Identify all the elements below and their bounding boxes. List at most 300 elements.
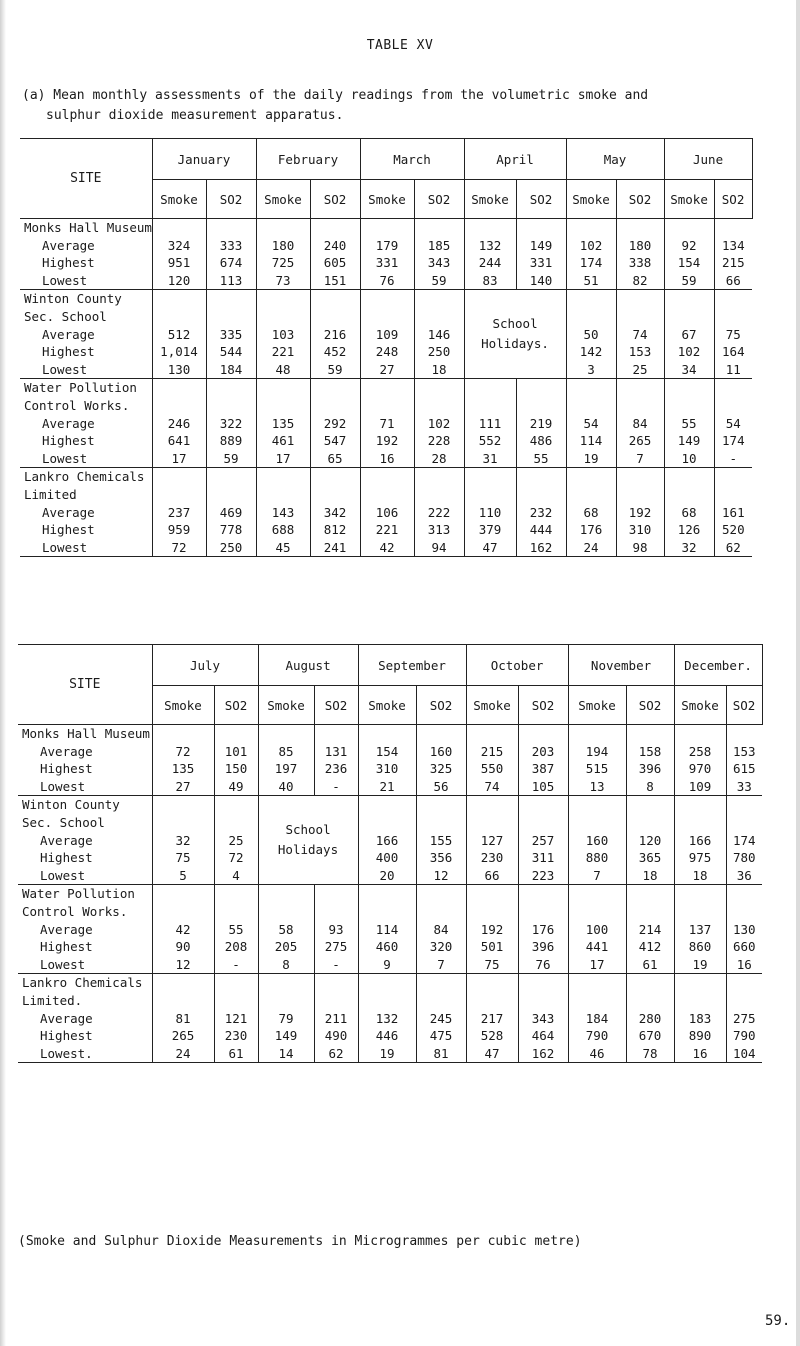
spacer	[215, 796, 258, 814]
smoke-header: Smoke	[152, 686, 214, 725]
spacer	[311, 379, 360, 397]
smoke-values-cell	[466, 796, 518, 885]
month-header: March	[360, 139, 464, 180]
row-label-average: Average	[42, 237, 95, 253]
value-lowest: 151	[323, 272, 347, 288]
value-average: 237	[167, 504, 191, 520]
smoke-values-cell	[566, 290, 616, 379]
spacer	[415, 219, 464, 237]
value-average: 322	[219, 415, 243, 431]
site-block	[18, 725, 762, 796]
spacer	[153, 379, 206, 397]
spacer	[417, 814, 466, 832]
smoke-values-cell	[258, 974, 314, 1063]
so2-header: SO2	[310, 180, 360, 219]
value-average: 120	[638, 832, 662, 848]
value-highest: 615	[733, 761, 756, 777]
value-lowest: 40	[278, 778, 294, 794]
value-highest: 205	[274, 939, 298, 955]
row-label-average: Average	[40, 832, 93, 848]
smoke-values-cell	[152, 379, 206, 468]
value-highest: 641	[167, 433, 191, 449]
spacer	[465, 468, 516, 486]
table-title: TABLE XV	[366, 38, 434, 53]
value-lowest: 18	[431, 361, 447, 377]
value-highest: 338	[628, 255, 652, 271]
value-average: 32	[175, 832, 191, 848]
value-highest: 265	[171, 1028, 195, 1044]
value-average: 67	[681, 326, 697, 342]
spacer	[311, 486, 360, 504]
value-lowest: 27	[175, 778, 191, 794]
spacer	[675, 725, 726, 743]
value-highest: 670	[638, 1028, 662, 1044]
value-lowest: 7	[636, 450, 644, 466]
value-average: 166	[688, 832, 712, 848]
value-highest: 444	[529, 522, 553, 538]
value-average: 127	[480, 832, 504, 848]
spacer	[467, 992, 518, 1010]
value-average: 512	[167, 326, 191, 342]
value-average: 146	[427, 326, 451, 342]
spacer	[627, 992, 674, 1010]
value-lowest: 61	[228, 1045, 244, 1061]
value-average: 130	[733, 921, 756, 937]
spacer	[715, 486, 753, 504]
value-lowest: 24	[175, 1045, 191, 1061]
value-highest: 248	[375, 344, 399, 360]
value-lowest: 9	[383, 956, 391, 972]
spacer	[361, 468, 414, 486]
value-lowest: 59	[431, 272, 447, 288]
so2-values-cell	[726, 725, 762, 796]
value-average: 217	[480, 1010, 504, 1026]
value-average: 102	[427, 415, 451, 431]
spacer	[257, 468, 310, 486]
so2-header: SO2	[214, 686, 258, 725]
spacer	[361, 486, 414, 504]
row-label-average: Average	[40, 743, 93, 759]
value-highest: 149	[677, 433, 701, 449]
value-average: 155	[429, 832, 453, 848]
spacer	[417, 992, 466, 1010]
value-lowest: 120	[167, 272, 191, 288]
value-lowest: 11	[725, 361, 741, 377]
value-highest: 890	[688, 1028, 712, 1044]
smoke-values-cell	[152, 885, 214, 974]
smoke-values-cell	[464, 379, 516, 468]
value-lowest: 61	[642, 956, 658, 972]
spacer	[257, 397, 310, 415]
row-label-lowest: Lowest	[40, 778, 86, 794]
value-lowest: 113	[219, 272, 243, 288]
value-highest: 778	[219, 522, 243, 538]
value-average: 280	[638, 1010, 662, 1026]
value-highest: 515	[585, 761, 609, 777]
spacer	[153, 468, 206, 486]
smoke-header: Smoke	[664, 180, 714, 219]
value-average: 79	[278, 1010, 294, 1026]
row-label-average: Average	[40, 1010, 93, 1026]
so2-values-cell	[516, 468, 566, 557]
row-label-highest: Highest	[40, 1028, 93, 1044]
value-lowest: 81	[433, 1045, 449, 1061]
so2-values-cell	[516, 379, 566, 468]
value-lowest: 25	[632, 361, 648, 377]
value-average: 184	[585, 1010, 609, 1026]
spacer	[359, 992, 416, 1010]
spacer	[359, 725, 416, 743]
value-highest: 236	[324, 761, 348, 777]
value-highest: 460	[375, 939, 399, 955]
spacer	[257, 486, 310, 504]
value-lowest: 18	[642, 867, 658, 883]
value-highest: 126	[677, 522, 701, 538]
value-highest: 313	[427, 522, 451, 538]
smoke-values-cell	[152, 974, 214, 1063]
value-average: 469	[219, 504, 243, 520]
value-lowest: 19	[692, 956, 708, 972]
smoke-values-cell	[256, 379, 310, 468]
value-lowest: 59	[223, 450, 239, 466]
spacer	[617, 397, 664, 415]
value-lowest: 74	[484, 778, 500, 794]
so2-values-cell	[616, 468, 664, 557]
value-highest: 550	[480, 761, 504, 777]
spacer	[627, 814, 674, 832]
value-lowest: 16	[379, 450, 395, 466]
spacer	[215, 903, 258, 921]
spacer	[569, 885, 626, 903]
spacer	[569, 796, 626, 814]
smoke-values-cell	[360, 290, 414, 379]
spacer	[627, 725, 674, 743]
value-lowest: 18	[692, 867, 708, 883]
value-highest: 102	[677, 344, 701, 360]
smoke-values-cell	[566, 468, 616, 557]
value-lowest: 27	[379, 361, 395, 377]
smoke-values-cell	[568, 796, 626, 885]
spacer	[727, 992, 763, 1010]
holidays-text: School	[285, 822, 331, 838]
holidays-text: Holidays.	[481, 336, 549, 352]
spacer	[361, 219, 414, 237]
value-lowest: 34	[681, 361, 697, 377]
spacer	[215, 814, 258, 832]
so2-values-cell	[416, 796, 466, 885]
spacer	[715, 468, 753, 486]
spacer	[665, 219, 714, 237]
so2-values-cell	[314, 974, 358, 1063]
spacer	[315, 885, 358, 903]
month-header: October	[466, 645, 568, 686]
spacer	[675, 974, 726, 992]
smoke-header: Smoke	[258, 686, 314, 725]
spacer	[415, 379, 464, 397]
value-average: 106	[375, 504, 399, 520]
value-lowest: -	[729, 450, 738, 466]
spacer	[153, 486, 206, 504]
value-lowest: 45	[275, 539, 291, 555]
value-lowest: 66	[484, 867, 500, 883]
value-highest: 154	[677, 255, 701, 271]
spacer	[311, 308, 360, 326]
site-name: Control Works.	[24, 397, 130, 413]
spacer	[665, 397, 714, 415]
site-label-cell	[20, 290, 152, 379]
value-average: 335	[219, 326, 243, 342]
value-highest: 230	[224, 1028, 248, 1044]
so2-values-cell	[314, 885, 358, 974]
value-average: 258	[688, 743, 712, 759]
value-lowest: 55	[533, 450, 549, 466]
value-lowest: 49	[228, 778, 244, 794]
site-block	[20, 219, 752, 290]
so2-values-cell	[416, 725, 466, 796]
spacer	[467, 814, 518, 832]
smoke-header: Smoke	[464, 180, 516, 219]
value-lowest: 59	[681, 272, 697, 288]
value-lowest: 56	[433, 778, 449, 794]
spacer	[153, 796, 214, 814]
value-average: 81	[175, 1010, 191, 1026]
spacer	[465, 379, 516, 397]
value-average: 85	[278, 743, 294, 759]
spacer	[207, 379, 256, 397]
value-lowest: 98	[632, 539, 648, 555]
so2-values-cell	[626, 885, 674, 974]
spacer	[153, 814, 214, 832]
value-highest: 114	[579, 433, 603, 449]
smoke-values-cell	[664, 468, 714, 557]
smoke-header: Smoke	[358, 686, 416, 725]
value-average: 68	[583, 504, 599, 520]
so2-values-cell	[518, 796, 568, 885]
spacer	[617, 486, 664, 504]
value-lowest: 13	[589, 778, 605, 794]
spacer	[311, 397, 360, 415]
so2-values-cell	[616, 379, 664, 468]
spacer	[569, 814, 626, 832]
smoke-values-cell	[566, 379, 616, 468]
spacer	[259, 974, 314, 992]
value-highest: 150	[224, 761, 248, 777]
value-average: 153	[733, 743, 756, 759]
spacer	[361, 397, 414, 415]
value-lowest: 62	[725, 539, 741, 555]
value-lowest: 24	[583, 539, 599, 555]
spacer	[665, 379, 714, 397]
value-lowest: 130	[167, 361, 191, 377]
smoke-values-cell	[152, 468, 206, 557]
value-average: 185	[427, 237, 451, 253]
value-highest: 441	[585, 939, 609, 955]
value-highest: 221	[375, 522, 399, 538]
so2-values-cell	[414, 290, 464, 379]
spacer	[153, 885, 214, 903]
value-lowest: 250	[219, 539, 243, 555]
school-holidays-cell	[258, 796, 358, 885]
spacer	[675, 796, 726, 814]
value-highest: 331	[529, 255, 553, 271]
spacer	[715, 219, 753, 237]
spacer	[153, 992, 214, 1010]
spacer	[617, 308, 664, 326]
so2-values-cell	[214, 725, 258, 796]
spacer	[153, 308, 206, 326]
spacer	[257, 308, 310, 326]
value-lowest: -	[232, 956, 240, 972]
spacer	[675, 903, 726, 921]
month-header-row	[18, 645, 762, 686]
spacer	[215, 725, 258, 743]
value-highest: 1,014	[160, 344, 198, 360]
value-lowest: 8	[282, 956, 290, 972]
site-block	[20, 379, 752, 468]
value-average: 137	[688, 921, 712, 937]
value-highest: 544	[219, 344, 243, 360]
so2-values-cell	[414, 219, 464, 290]
smoke-values-cell	[674, 725, 726, 796]
value-highest: 501	[480, 939, 504, 955]
value-average: 71	[379, 415, 395, 431]
so2-values-cell	[726, 974, 762, 1063]
value-lowest: 94	[431, 539, 447, 555]
spacer	[727, 725, 763, 743]
value-highest: 343	[427, 255, 451, 271]
spacer	[417, 796, 466, 814]
value-average: 245	[429, 1010, 453, 1026]
row-label-highest: Highest	[42, 433, 95, 449]
spacer	[517, 397, 566, 415]
spacer	[519, 814, 568, 832]
site-name: Monks Hall Museum	[22, 726, 150, 741]
spacer	[259, 903, 314, 921]
smoke-header: Smoke	[360, 180, 414, 219]
spacer	[627, 903, 674, 921]
value-highest: 379	[478, 522, 502, 538]
spacer	[675, 992, 726, 1010]
row-label-highest: Highest	[40, 761, 93, 777]
smoke-values-cell	[256, 290, 310, 379]
value-average: 58	[278, 921, 294, 937]
site-label-cell	[18, 974, 152, 1063]
value-lowest: 46	[589, 1045, 605, 1061]
smoke-values-cell	[358, 974, 416, 1063]
value-highest: 275	[324, 939, 348, 955]
spacer	[415, 308, 464, 326]
so2-values-cell	[726, 885, 762, 974]
value-highest: 860	[688, 939, 712, 955]
value-average: 100	[585, 921, 609, 937]
value-highest: 520	[722, 522, 745, 538]
spacer	[215, 992, 258, 1010]
so2-header: SO2	[616, 180, 664, 219]
site-name: Limited.	[22, 992, 83, 1008]
value-highest: 142	[579, 344, 603, 360]
smoke-header: Smoke	[566, 180, 616, 219]
spacer	[215, 885, 258, 903]
so2-values-cell	[518, 725, 568, 796]
site-name: Lankro Chemicals	[22, 975, 143, 991]
value-highest: 446	[375, 1028, 399, 1044]
spacer	[207, 290, 256, 308]
value-average: 54	[725, 415, 741, 431]
table-jan-jun	[20, 138, 753, 557]
row-label-lowest: Lowest	[42, 361, 88, 377]
smoke-values-cell	[152, 290, 206, 379]
smoke-values-cell	[258, 725, 314, 796]
spacer	[715, 290, 753, 308]
smoke-values-cell	[256, 219, 310, 290]
value-highest: 880	[585, 850, 609, 866]
value-average: 121	[224, 1010, 248, 1026]
value-average: 84	[632, 415, 648, 431]
smoke-values-cell	[674, 885, 726, 974]
spacer	[465, 397, 516, 415]
value-lowest: 19	[379, 1045, 395, 1061]
site-label-cell	[18, 725, 152, 796]
spacer	[315, 725, 358, 743]
so2-values-cell	[518, 974, 568, 1063]
value-highest: 688	[271, 522, 295, 538]
page-right-edge	[796, 0, 800, 1346]
value-lowest: 12	[175, 956, 191, 972]
value-average: 216	[323, 326, 347, 342]
value-average: 135	[271, 415, 295, 431]
value-highest: 174	[722, 433, 745, 449]
value-lowest: 20	[379, 867, 395, 883]
so2-values-cell	[626, 974, 674, 1063]
value-lowest: 7	[593, 867, 601, 883]
value-highest: 552	[478, 433, 502, 449]
row-label-highest: Highest	[42, 522, 95, 538]
spacer	[727, 814, 763, 832]
row-label-highest: Highest	[40, 850, 93, 866]
so2-values-cell	[416, 885, 466, 974]
value-highest: 605	[323, 255, 347, 271]
intro-line-2: sulphur dioxide measurement apparatus.	[46, 108, 344, 123]
so2-header: SO2	[626, 686, 674, 725]
value-average: 42	[175, 921, 191, 937]
value-highest: 265	[628, 433, 652, 449]
site-label-cell	[20, 468, 152, 557]
value-average: 166	[375, 832, 399, 848]
value-average: 257	[531, 832, 555, 848]
so2-values-cell	[310, 379, 360, 468]
spacer	[627, 796, 674, 814]
site-name: Water Pollution	[22, 886, 135, 902]
holidays-text: Holidays	[277, 842, 339, 858]
value-average: 55	[228, 921, 244, 937]
site-header: SITE	[20, 139, 152, 219]
value-average: 93	[328, 921, 344, 937]
value-lowest: 72	[171, 539, 187, 555]
value-lowest: 109	[688, 778, 712, 794]
value-average: 219	[529, 415, 553, 431]
smoke-values-cell	[360, 219, 414, 290]
site-name: Limited	[24, 486, 77, 502]
holidays-text: School	[492, 316, 538, 332]
value-lowest: 3	[587, 361, 595, 377]
value-lowest: 8	[646, 778, 654, 794]
value-lowest: 36	[736, 867, 752, 883]
spacer	[617, 290, 664, 308]
value-highest: 387	[531, 761, 555, 777]
smoke-values-cell	[464, 468, 516, 557]
value-highest: 889	[219, 433, 243, 449]
value-highest: 975	[688, 850, 712, 866]
